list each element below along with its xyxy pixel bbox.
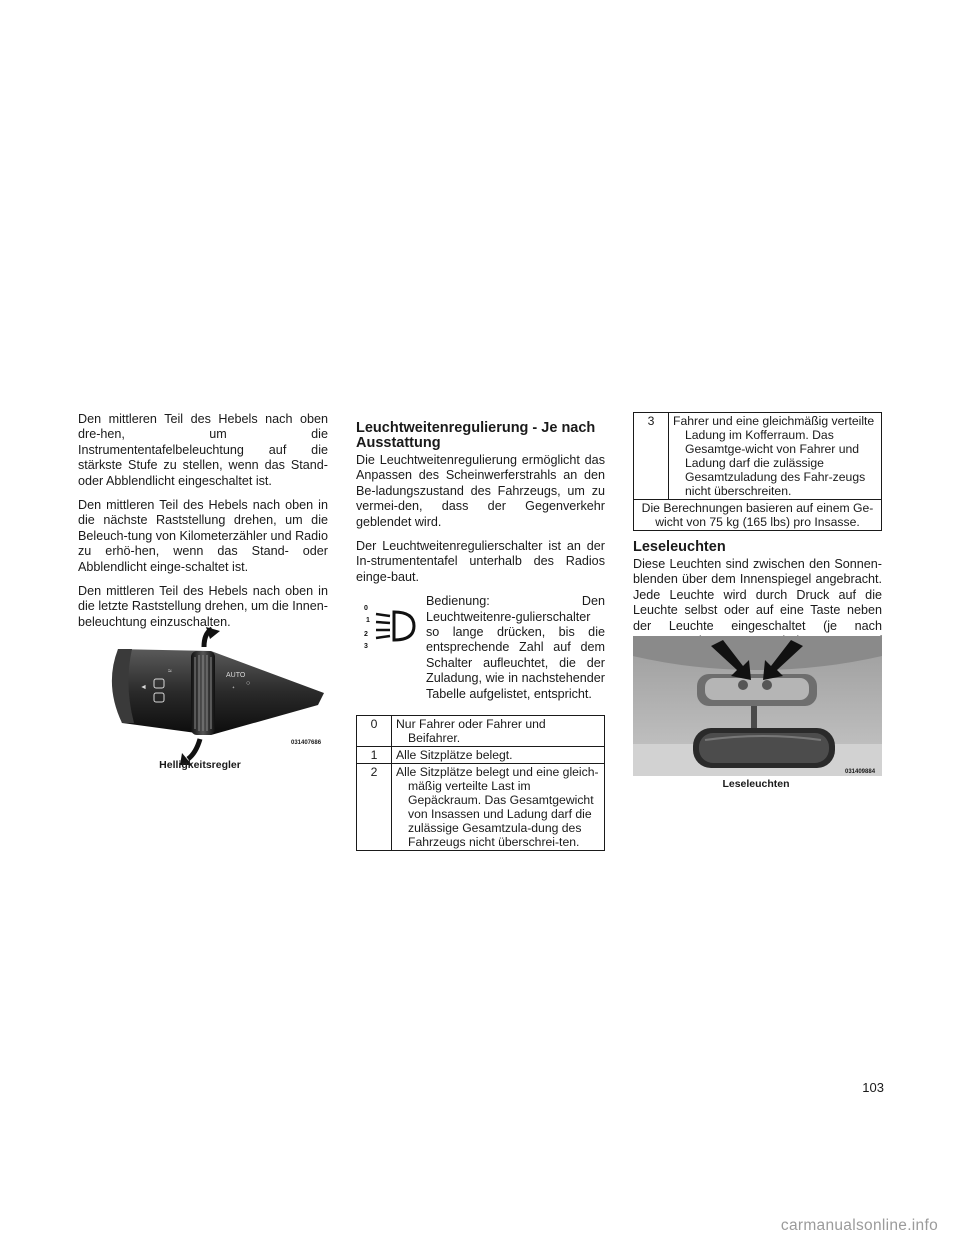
- column-1: [78, 412, 328, 639]
- paragraph: Den mittleren Teil des Hebels nach oben in die nächste Raststellung drehen, um die Beleuch-tung von Kilometerzähler und Radio zu erhö-hen, wenn das Stand- oder Abblendlicht einge-schaltet ist.: [78, 498, 328, 574]
- svg-text:≈: ≈: [168, 668, 172, 675]
- paragraph: Die Leuchtweitenregulierung ermöglicht das Anpassen des Scheinwerferstrahls an den Be-ladungszustand des Fahrzeugs, um zu vermei-den, dass der Gegenverkehr geblendet wird.: [356, 453, 605, 529]
- svg-text:○: ○: [246, 680, 251, 687]
- section-heading: Leuchtweitenregulierung - Je nach Ausstattung: [356, 420, 596, 451]
- table-cell-text: Nur Fahrer oder Fahrer und Beifahrer.: [392, 716, 605, 747]
- table-note-row: [634, 500, 882, 531]
- table-cell-number: 1: [357, 747, 392, 764]
- turn-signal-lever-illustration: [96, 627, 341, 767]
- svg-text:AUTO: AUTO: [226, 672, 246, 679]
- load-table: [356, 715, 605, 851]
- table-cell-text: Alle Sitzplätze belegt und eine gleich-mäßig verteilte Last im Gepäckraum. Das Gesamtgewicht von Insassen und Ladung darf die zulässige Gesamtzula-dung des Fahrzeugs nicht überschrei-ten.: [392, 764, 605, 851]
- headlamp-leveling-icon: [356, 596, 422, 656]
- leseleuchten-figure: [633, 636, 882, 776]
- paragraph: Bedienung: Den Leuchtweitenre-gulierschalter so lange drücken, bis die entsprechende Zahl auf dem Schalter aufleuchtet, die der Zuladung, wie in nachstehender Tabelle aufgelistet, entspricht.: [426, 594, 605, 701]
- figure-code: 031407686: [291, 740, 322, 746]
- switch-label-1: 1: [366, 617, 370, 625]
- table-cell-text: Alle Sitzplätze belegt.: [392, 747, 605, 764]
- paragraph: Den mittleren Teil des Hebels nach oben dre-hen, um die Instrumententafelbeleuchtung auf die stärkste Stufe zu stellen, wenn das Stand- oder Abblendlicht eingeschaltet ist.: [78, 412, 328, 488]
- table-row: [357, 747, 605, 764]
- headlamp-leveling-switch-figure: [356, 596, 422, 656]
- figure-caption: Leseleuchten: [722, 778, 790, 790]
- section-heading: Leseleuchten: [633, 539, 726, 555]
- page-number: 103: [862, 1080, 884, 1095]
- switch-label-3: 3: [364, 643, 368, 651]
- switch-label-2: 2: [364, 631, 368, 639]
- table-cell-number: 3: [634, 413, 669, 500]
- overhead-reading-lamps-illustration: [633, 636, 882, 776]
- figure-code: 031409884: [845, 769, 876, 775]
- table-note: Die Berechnungen basieren auf einem Ge-wicht von 75 kg (165 lbs) pro Insasse.: [634, 500, 882, 531]
- paragraph: Den mittleren Teil des Hebels nach oben in die letzte Raststellung drehen, um die Innen-beleuchtung einzuschalten.: [78, 584, 328, 629]
- watermark-link[interactable]: carmanualsonline.info: [780, 1217, 938, 1234]
- switch-label-0: 0: [364, 605, 368, 613]
- column-3: [633, 412, 882, 674]
- table-cell-number: 0: [357, 716, 392, 747]
- paragraph: Diese Leuchten sind zwischen den Sonnen-blenden über dem Innenspiegel angebracht. Jede Leuchte wird durch Druck auf die Leuchte selbst oder auf eine Taste neben der Leuchte eingeschaltet (je nach: [633, 557, 882, 633]
- load-table-continued: [633, 412, 882, 531]
- helligkeitsregler-figure: [96, 627, 341, 767]
- figure-caption: Helligkeitsregler: [159, 759, 241, 771]
- paragraph: Der Leuchtweitenregulierschalter ist an der In-strumententafel unterhalb des Radios einge-baut.: [356, 539, 605, 584]
- svg-text:◄: ◄: [140, 684, 147, 691]
- table-row: [634, 413, 882, 500]
- table-cell-number: 2: [357, 764, 392, 851]
- operation-block: [356, 594, 605, 711]
- column-2: [356, 412, 605, 851]
- table-cell-text: Fahrer und eine gleichmäßig verteilte Ladung im Kofferraum. Das Gesamtge-wicht von Fahrer und Ladung darf die zulässige Gesamtzuladung des Fahr-zeugs nicht überschreiten.: [669, 413, 882, 500]
- table-row: [357, 764, 605, 851]
- svg-text:ᐩ: ᐩ: [232, 686, 235, 693]
- table-row: [357, 716, 605, 747]
